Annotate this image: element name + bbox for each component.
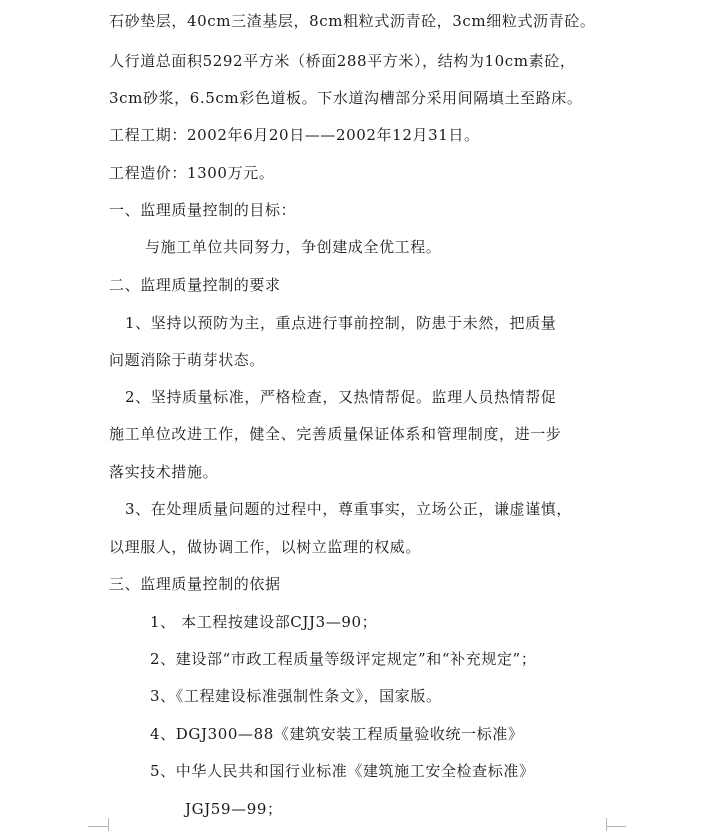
body-line-2: 人行道总面积5292平方米（桥面288平方米），结构为10cm素砼， [109, 52, 576, 70]
crop-mark-bottom-right-v [606, 818, 607, 831]
basis-item-1: 1、 本工程按建设部CJJ3—90； [150, 613, 378, 631]
crop-mark-bottom-left-h [88, 826, 108, 827]
body-line-3: 3cm砂浆，6.5cm彩色道板。下水道沟槽部分采用间隔填土至路床。 [109, 89, 583, 107]
body-line-1: 石砂垫层，40cm三渣基层，8cm粗粒式沥青砼，3cm细粒式沥青砼。 [109, 12, 596, 30]
section-heading-basis: 三、监理质量控制的依据 [109, 575, 281, 593]
basis-item-2: 2、建设部“市政工程质量等级评定规定”和“补充规定”； [150, 650, 537, 668]
construction-period: 工程工期：2002年6月20日——2002年12月31日。 [109, 126, 480, 144]
requirement-2-line-2: 施工单位改进工作，健全、完善质量保证体系和管理制度，进一步 [109, 425, 562, 443]
crop-mark-bottom-left-v [108, 818, 109, 831]
requirement-1-line-2: 问题消除于萌芽状态。 [109, 351, 266, 369]
goal-text: 与施工单位共同努力，争创建成全优工程。 [145, 238, 442, 256]
requirement-3-line-2: 以理服人，做协调工作，以树立监理的权威。 [109, 538, 422, 556]
requirement-2-line-1: 2、坚持质量标准，严格检查，又热情帮促。监理人员热情帮促 [125, 388, 557, 406]
crop-mark-bottom-right-h [606, 826, 626, 827]
basis-item-5-line-2: JGJ59—99； [185, 800, 283, 818]
section-heading-requirements: 二、监理质量控制的要求 [109, 276, 281, 294]
section-heading-goal: 一、监理质量控制的目标： [109, 201, 297, 219]
basis-item-3: 3、《工程建设标准强制性条文》，国家版。 [150, 687, 442, 705]
requirement-2-line-3: 落实技术措施。 [109, 463, 219, 481]
construction-cost: 工程造价：1300万元。 [109, 164, 275, 182]
requirement-3-line-1: 3、在处理质量问题的过程中，尊重事实，立场公正，谦虚谨慎， [125, 500, 572, 518]
requirement-1-line-1: 1、坚持以预防为主，重点进行事前控制，防患于未然，把质量 [125, 314, 557, 332]
basis-item-4: 4、DGJ300—88《建筑安装工程质量验收统一标准》 [150, 725, 524, 743]
basis-item-5-line-1: 5、中华人民共和国行业标准《建筑施工安全检查标准》 [150, 762, 535, 780]
